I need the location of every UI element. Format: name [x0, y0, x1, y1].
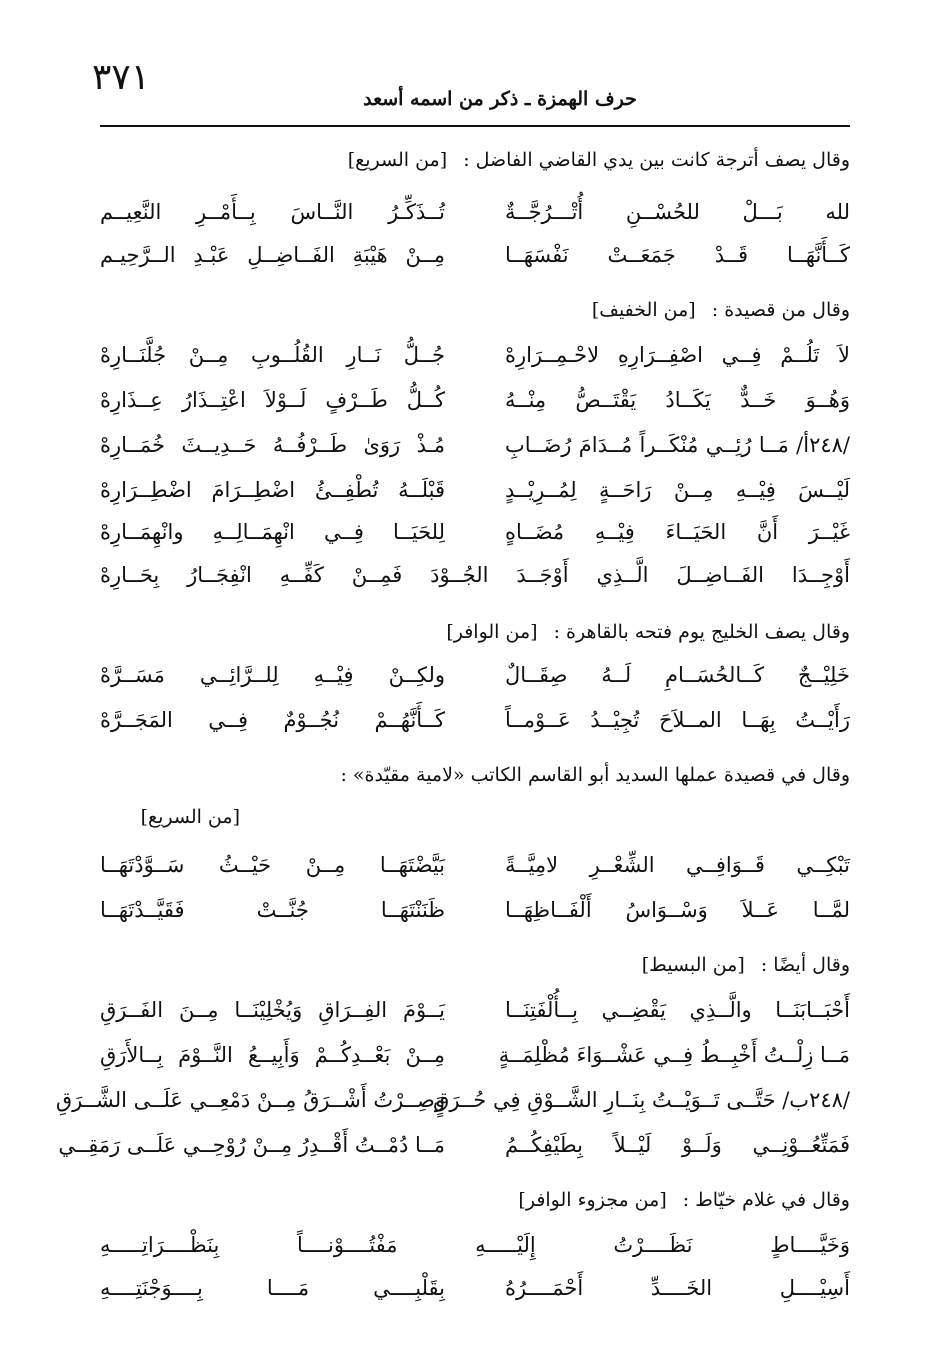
- verse-second-hemistich: بَيَّضْتَهَــا مِــنْ حَيْــثُ سَــوَّدْتَهَــا: [100, 853, 445, 877]
- meter-label: [من البسيط]: [641, 954, 745, 976]
- verse: [100, 335, 850, 375]
- verse: [100, 990, 850, 1030]
- meter-line: [100, 797, 240, 837]
- verse: [100, 192, 850, 232]
- verse-first-hemistich: تَبْكِــي قَــوَافِــي الشِّعْــرِ لامِيَّــةً: [505, 853, 850, 877]
- verse: [100, 655, 850, 695]
- verse: [100, 1035, 850, 1075]
- verse-second-hemistich: يَــوْمَ الفِــرَاقِ وَيُخْلِيْنَــا مِــنَ الفَــرَقِ: [100, 998, 445, 1022]
- verse: [100, 845, 850, 885]
- intro-text: وقال في غلام خيّاط :: [682, 1189, 850, 1211]
- verse: [100, 1268, 850, 1308]
- verse-second-hemistich: ظَنَنْتَهَــا جُنَّــتْ فَقَيَّــدْتَهَــا: [100, 898, 445, 922]
- intro-text: وقال يصف أترجة كانت بين يدي القاضي الفاضل :: [463, 149, 850, 171]
- verse: [100, 380, 850, 420]
- section-intro: [100, 1180, 850, 1220]
- verse-first-hemistich: وَهُــوَ خَــدٌّ يَكَــادُ يَقْتَــصُّ مِنْــهُ: [505, 388, 850, 412]
- verse-full-text: أَوْجِــدَا الفَــاضِــلَ الَّــذِي أَوْجَــدَ الجُــوْدَ فَمِــنْ كَفِّــهِ انْفِجَــارُ بِحَــارِهْ: [100, 563, 850, 587]
- verse-first-hemistich: لَيْــسَ فِيْــهِ مِــنْ رَاحَــةٍ لِمُــرِيْــدٍ: [505, 478, 850, 502]
- page-number: ٣٧١: [92, 57, 151, 98]
- verse-second-hemistich: مُـذْ رَوَىٰ طَــرْفُــهُ حَــدِيــثَ خُمَــارِهْ: [100, 433, 445, 457]
- intro-text: وقال في قصيدة عملها السديد أبو القاسم الكاتب «لامية مقيّدة» :: [340, 764, 850, 786]
- section-intro: [100, 612, 850, 652]
- verse-full-line: [100, 1225, 850, 1265]
- meter-label: [من السريع]: [347, 149, 448, 171]
- verse-second-hemistich: ولكِــنْ فِيْــهِ لِلــرَّائِــي مَسَــرَّهْ: [100, 663, 445, 687]
- meter-label: [من الوافر]: [446, 621, 538, 643]
- verse-second-hemistich: تُــذَكِّـرُ النَّــاسَ بِــأَمْــرِ النَّعِيــم: [100, 200, 445, 224]
- verse: [58, 1125, 850, 1165]
- verse-second-hemistich: لِلحَيَــا فِــي انْهِمَــالِــهِ وانْهِمَــارِهْ: [100, 520, 445, 544]
- verse-first-hemistich: غَيْــرَ أَنَّ الحَيَــاءَ فِيْــهِ مُضَــاهٍ: [505, 520, 850, 544]
- verse-first-hemistich: كَــأَنَّهَــا قَــدْ جَمَعَــتْ نَفْسَهَــا: [505, 243, 850, 267]
- verse-first-hemistich: /٢٤٨أ/ مَــا رُئِــي مُنْكَــراً مُــدَامَ رُضَــابِ: [505, 433, 850, 457]
- meter-label: [من السريع]: [140, 806, 240, 828]
- verse-second-hemistich: كَــأَنَّهُــمْ نُجُــوْمٌ فِــي المَجَــرَّهْ: [100, 708, 445, 732]
- verse-second-hemistich: وَصِــرْتُ أَشْــرَقُ مِــنْ دَمْعِــي عَلَــى الشَّــرَقِ: [55, 1088, 445, 1112]
- verse-first-hemistich: أَحْبَــابَنَــا والَّــذِي يَقْضِــي بِــأُلْفَتِنَــا: [505, 998, 850, 1022]
- verse: [100, 470, 850, 510]
- section-intro: [100, 290, 850, 330]
- intro-text: وقال من قصيدة :: [711, 299, 850, 321]
- verse-second-hemistich: مِــنْ هَيْبَةِ الفَــاضِــلِ عَبْـدِ الــرَّحِيـم: [100, 243, 445, 267]
- section-intro: [100, 755, 850, 795]
- meter-label: [من مجزوء الوافر]: [518, 1189, 667, 1211]
- verse-full-text: وَخَيَّــــاطٍ نَظَــــرْتُ إِلَيْـــــهِ مَفْتُــــوْنــــاً بِنَظْــــرَاتِـــــهِ: [100, 1233, 850, 1257]
- verse-first-hemistich: أَسِيْــــلِ الخَــــدِّ أَحْمَــــرُهُ: [505, 1276, 850, 1300]
- verse-second-hemistich: مَــا دُمْــتُ أَقْــدِرُ مِــنْ رُوْحِــي عَلَــى رَمَقِــي: [58, 1133, 445, 1157]
- verse-first-hemistich: رَأَيْــتُ بِهَــا المــلاَحَ تُجِيْــدُ عَــوْمــاً: [505, 708, 850, 732]
- verse-first-hemistich: لاَ تَلُــمْ فِــي اصْفِــرَارِهِ لاحْـمِــرَارِهْ: [505, 343, 850, 367]
- verse-second-hemistich: مِــنْ بَعْــدِكُــمْ وَأَبِيــعُ النَّــوْمَ بِــالأَرَقِ: [100, 1043, 445, 1067]
- verse-first-hemistich: مَــا زِلْــتُ أَخْبِــطُ فِــي عَشْــوَاءَ مُظْلِمَــةٍ: [498, 1043, 850, 1067]
- verse: [100, 512, 850, 552]
- running-head: حرف الهمزة ـ ذكر من اسمه أسعد: [363, 88, 637, 110]
- verse: [100, 890, 850, 930]
- verse-first-hemistich: لله بَـــلْ للحُسْــنِ أُتْـــرُجَّــةٌ: [505, 200, 850, 224]
- verse-second-hemistich: قَبْلَــهُ تُطْفِــئُ اضْطِــرَامَ اضْطِــرَارِهْ: [100, 478, 445, 502]
- section-intro: [100, 140, 850, 180]
- verse: [100, 700, 850, 740]
- verse-first-hemistich: فَمَتِّعُــوْنِــي وَلَــوْ لَيْــلاً بِطَيْفِكُــمُ: [505, 1133, 850, 1157]
- header-rule: [100, 125, 850, 127]
- verse: [55, 1080, 850, 1120]
- intro-text: وقال يصف الخليج يوم فتحه بالقاهرة :: [553, 621, 850, 643]
- verse-first-hemistich: /٢٤٨ب/ حَتَّــى تَــوَيْــتُ بِنَــارِ الشَّــوْقِ فِي حُــرَقٍ: [433, 1088, 850, 1112]
- verse-full-line: [100, 555, 850, 595]
- verse: [100, 235, 850, 275]
- verse-first-hemistich: خَلِيْــجٌ كَــالحُسَــامِ لَــهُ صِقَــالٌ: [505, 663, 850, 687]
- verse: [100, 425, 850, 465]
- section-intro: [100, 945, 850, 985]
- verse-second-hemistich: كُــلُّ طَــرْفٍ لَــوْلاَ اعْتِــذَارُ عِــذَارِهْ: [100, 388, 445, 412]
- intro-text: وقال أيضًا :: [760, 954, 850, 976]
- verse-second-hemistich: بِقَلْبِــــي مَــــا بِــــوَجْنَتِــــهِ: [100, 1276, 445, 1300]
- verse-first-hemistich: لمَّــا عَــلاَ وَسْــوَاسُ أَلْفَــاظِهَــا: [505, 898, 850, 922]
- verse-second-hemistich: جُــلُّ نَــارِ القُلُــوبِ مِــنْ جُلَّنَــارِهْ: [100, 343, 445, 367]
- meter-label: [من الخفيف]: [591, 299, 696, 321]
